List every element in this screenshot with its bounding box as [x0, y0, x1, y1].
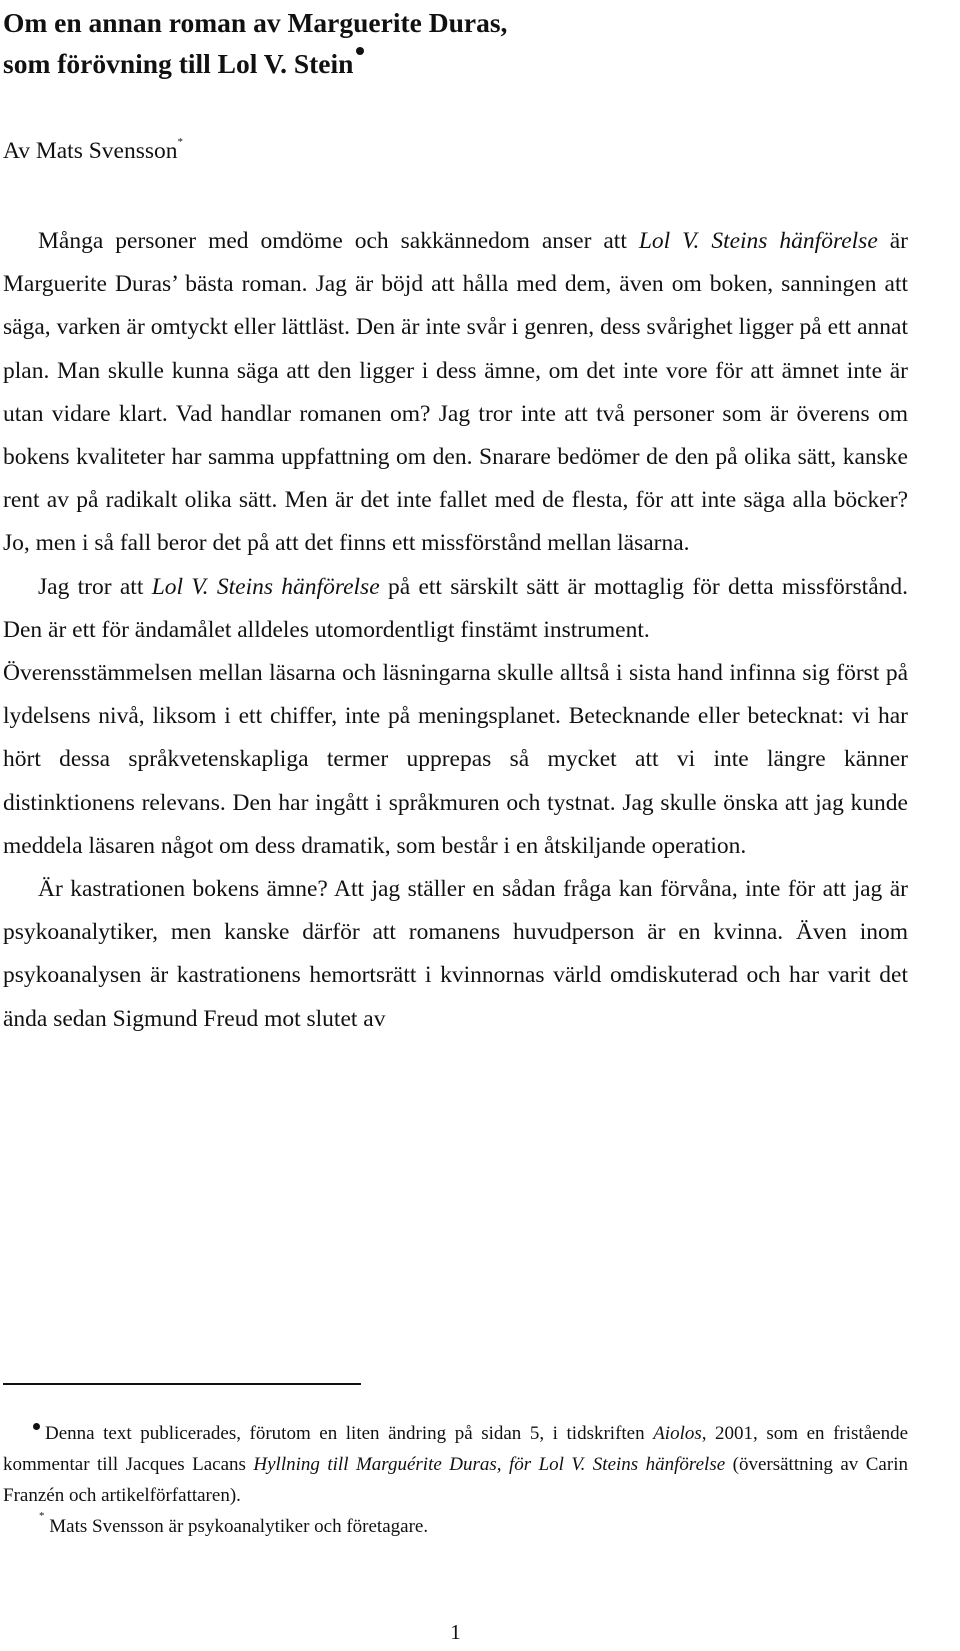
author-byline	[3, 136, 183, 166]
title-line-2-text: som förövning till Lol V. Stein	[3, 48, 354, 79]
footnote-1-part-3: , 2001, som en fristående kommentar till Jacques Lacans	[3, 1423, 908, 1475]
footnote-1-part-5: (översättning av Carin Franzén och artikelförfattaren).	[3, 1454, 908, 1506]
paragraph-4: Är kastrationen bokens ämne? Att jag ställer en sådan fråga kan förvåna, inte för att jag är psykoanalytiker, men kanske därför att romanens huvudperson är en kvinna. Även inom psykoanalysen är kastrationens hemortsrätt i kvinnornas värld omdiskuterad och har varit det ända sedan Sigmund Freud mot slutet av	[3, 876, 908, 1032]
footnote-bullet-icon	[33, 1423, 40, 1430]
paragraph-2-part-3: på ett särskilt sätt är mottaglig för detta missförstånd. Den är ett för ändamålet alldeles utomordentligt finstämt instrument.	[3, 573, 908, 643]
referenced-work-title: Hyllning till Marguérite Duras, för Lol V. Steins hänförelse	[253, 1454, 726, 1475]
footnote-1-part-1: Denna text publicerades, förutom en liten ändring på sidan 5, i tidskriften	[45, 1423, 654, 1444]
title-line-2	[3, 43, 908, 84]
paragraph-1-part-3: är Marguerite Duras’ bästa roman. Jag är böjd att hålla med dem, även om boken, sanningen att säga, varken är omtyckt eller lättläst. Den är inte svår i genren, dess svårighet ligger på ett annat plan. Man skulle kunna säga att den ligger i dess ämne, om det inte vore för att ämnet inte är utan vidare klart. Vad handlar romanen om? Jag tror inte att två personer som är överens om bokens kvaliteter har samma uppfattning om den. Snarare bedömer de den på olika sätt, kanske rent av på radikalt olika sätt. Men är det inte fallet med de flesta, för att inte säga alla böcker? Jo, men i så fall beror det på att det finns ett missförstånd mellan läsarna.	[3, 228, 908, 557]
footnote-separator	[3, 1383, 361, 1385]
footnote-2	[3, 1511, 908, 1542]
footnote-1	[3, 1418, 908, 1511]
article-body	[3, 220, 908, 1041]
page-number: 1	[450, 1620, 461, 1644]
book-title: Lol V. Steins hänförelse	[151, 573, 380, 600]
footnote-2-marker: *	[39, 1510, 45, 1522]
article-title	[3, 2, 908, 84]
paragraph-1	[3, 220, 908, 566]
footnote-bullet-icon	[356, 47, 364, 55]
paragraph-2-part-1: Jag tror att	[38, 573, 152, 600]
footnote-2-text: Mats Svensson är psykoanalytiker och företagare.	[44, 1516, 429, 1537]
journal-title: Aiolos	[653, 1423, 702, 1444]
title-line-1: Om en annan roman av Marguerite Duras,	[3, 7, 508, 38]
author-name: Av Mats Svensson	[3, 138, 178, 164]
book-title: Lol V. Steins hänförelse	[638, 228, 878, 254]
footnotes	[3, 1418, 908, 1542]
author-footnote-marker: *	[177, 136, 184, 148]
paragraph-1-part-1: Många personer med omdöme och sakkännedom anser att	[38, 228, 639, 254]
paragraph-3: Överensstämmelsen mellan läsarna och läsningarna skulle alltså i sista hand infinna sig först på lydelsens nivå, liksom i ett chiffer, inte på meningsplanet. Betecknande eller betecknat: vi har hört dessa språkvetenskapliga termer upprepas så mycket att vi inte längre känner distinktionens relevans. Den har ingått i språkmuren och tystnat. Jag skulle önska att jag kunde meddela läsaren något om dess dramatik, som består i en åtskiljande operation.	[3, 660, 908, 859]
paragraph-2	[3, 566, 908, 652]
